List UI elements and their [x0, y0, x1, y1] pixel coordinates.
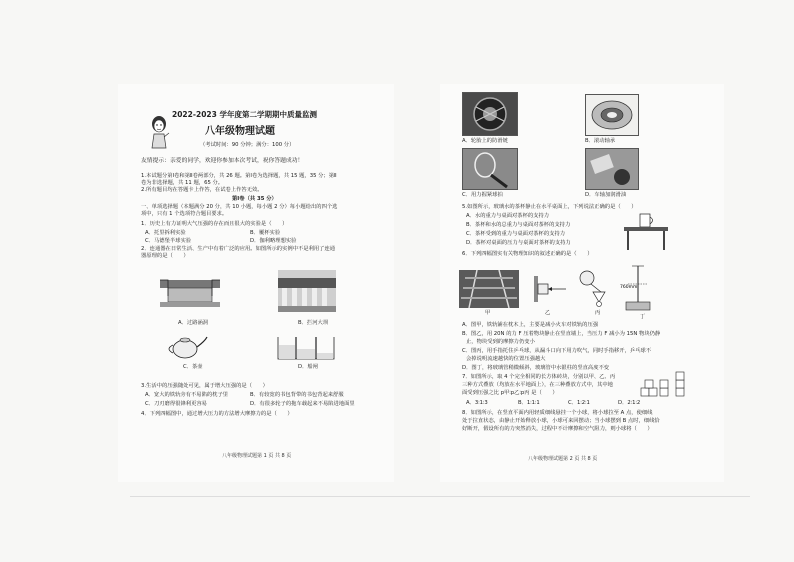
q7-option-b: B．1∶1∶1: [518, 400, 540, 406]
svg-text:760mm: 760mm: [620, 285, 638, 290]
barometer-figure: [618, 262, 668, 314]
q7-option-d: D．2∶1∶2: [618, 400, 641, 406]
exam-title: 八年级物理试题: [205, 126, 275, 137]
q1-option-b: B．覆杯实验: [250, 230, 281, 236]
note-line-3: 2.所有题目均在答题卡上作答，在试卷上作答无效。: [141, 187, 263, 193]
q6-option-a: A．图甲，铁轨铺在枕木上，主要是减小火车对铁轨的压强: [462, 322, 599, 328]
tire-chain-photo: [462, 92, 518, 136]
question-1: 1．历史上有力证明大气压强的存在而且很大的实验是（ ）: [141, 221, 288, 227]
lubricant-photo: [585, 148, 639, 190]
racket-photo: [462, 148, 518, 190]
q1-option-a: A．托里拆利实验: [145, 230, 186, 236]
question-5: 5.如图所示，玻璃水的茶杯静止在水平桌面上，下列说法正确的是（ ）: [462, 204, 637, 210]
q4-option-d: D．车轴加润滑油: [585, 192, 627, 198]
note-line-1: 1.本试题分第Ⅰ卷和第Ⅱ卷两部分，共 26 题。第Ⅰ卷为选择题，共 15 题，35 分；第Ⅱ: [141, 173, 337, 179]
question-7: 7．如图所示，取 4 个完全相同的长方体砖块，分别以甲、乙、丙: [462, 374, 616, 380]
label-jia: 甲: [485, 310, 491, 316]
teacher-cartoon: [148, 115, 170, 149]
q6-option-b-line2: 止，物块受到的摩擦力仍变小: [466, 339, 535, 345]
q3-option-d: D．有很多轮子的拖车载起来不易陷进地面里: [250, 401, 355, 407]
q4-option-c: C．用力握紧球拍: [462, 192, 503, 198]
q5-option-a: A．水的重力与桌面对茶杯的支持力: [466, 213, 550, 219]
question-8: 8．如图所示，在竖直平面内用轻质细线悬挂一个小球，将小球拉至 A 点，使细线: [462, 410, 653, 416]
note-line-2: 卷为非选择题，共 11 题，65 分。: [141, 180, 224, 186]
q4-option-a: A．轮胎上的防滑链: [462, 138, 508, 144]
culvert-figure: [160, 270, 220, 308]
footer-left: 八年级物理试题第 1 页 共 8 页: [222, 453, 292, 459]
question-2-cont: 器原理的是（ ）: [141, 253, 189, 259]
exam-meta: （考试时间：90 分钟；满分：100 分）: [200, 142, 295, 148]
question-6: 6．下列四幅图实有关物理知识的叙述正确的是（ ）: [462, 251, 593, 257]
bearing-photo: [585, 94, 639, 136]
q7-option-c: C．1∶2∶1: [568, 400, 590, 406]
wall-block-figure: [532, 274, 572, 304]
q6-option-d: D．图丁，将玻璃管稍微倾斜，玻璃管中水银柱的竖直高度不变: [462, 365, 610, 371]
q1-option-d: D．伽利略理想实验: [250, 238, 297, 244]
question-7-cont-1: 三种方式叠放（均放在水平地面上），在三种叠放方式中，其中地: [462, 382, 613, 388]
part1-line-1: 一、单项选择题（本题满分 20 分，共 10 小题，每小题 2 分）每小题给出的四个选: [141, 204, 338, 210]
q7-option-a: A．3∶1∶3: [466, 400, 488, 406]
scan-fold-line: [130, 496, 750, 497]
teapot-figure: [165, 333, 209, 359]
q3-option-b: B．有较宽的书包背带的书包背起来舒服: [250, 392, 344, 398]
question-3: 3.生活中的压强随处可见，属于增大压强的是（ ）: [141, 383, 268, 389]
question-8-cont-1: 处于拉直状态，由静止开始释放小球，小球可来回摆动；当小球摆到 B 点时，细线恰: [462, 418, 660, 424]
q2-option-d: D．船闸: [298, 364, 318, 370]
funnel-ball-figure: [575, 268, 615, 308]
q6-option-c-line1: C．图丙，用手指托住乒乓球，从漏斗口向下用力吹气，同时手指移开，乒乓球不: [462, 348, 652, 354]
question-2: 2．连通器在日常生活、生产中有着广泛的应用。如图所示的实例中不是利用了连通: [141, 246, 336, 252]
q6-option-b-line1: B．图乙，用 20N 的力 F 压着物块静止在竖直墙上，当压力 F 减小为 15N 物块仍静: [462, 331, 661, 337]
q3-option-c: C．刀刃磨得很锋利更容易: [145, 401, 207, 407]
section-title: 第Ⅰ卷（共 35 分）: [232, 196, 277, 202]
q5-option-c: C．茶杯受到的重力与桌面对茶杯的支持力: [466, 231, 566, 237]
exam-header: 2022-2023 学年度第二学期期中质量监测: [172, 110, 317, 119]
q2-option-c: C．茶壶: [183, 364, 203, 370]
rail-figure: [459, 270, 519, 308]
question-8-cont-2: 好断开，假设所有的力突然消失，过程中不计摩擦和空气阻力，则小球将（ ）: [462, 426, 653, 432]
q2-option-b: B．拦河大坝: [298, 320, 329, 326]
bricks-figure: [640, 371, 690, 397]
label-yi: 乙: [545, 310, 551, 316]
question-4: 4．下列四幅图中，通过增大压力的方法增大摩擦力的是（ ）: [141, 411, 293, 417]
label-bing: 丙: [595, 310, 601, 316]
label-ding: 丁: [640, 314, 646, 320]
ship-lock-figure: [276, 333, 336, 363]
dam-figure: [278, 270, 336, 312]
question-7-cont-2: 面受到压强之比 p甲∶p乙∶p丙 是（ ）: [462, 390, 558, 396]
part1-line-2: 项中，只有 1 个选项符合题目要求。: [141, 211, 228, 217]
q5-option-b: B．茶杯和水的总重力与桌面对茶杯的支持力: [466, 222, 571, 228]
q5-option-d: D．茶杯对桌面的压力与桌面对茶杯的支持力: [466, 240, 571, 246]
q4-option-b: B．滚动轴承: [585, 138, 616, 144]
friendly-tip: 友情提示：亲爱的同学，欢迎你参加本次考试，祝你答题成功！: [141, 158, 304, 164]
q6-option-c-line2: 会掉说明流速越快的位置压强越大: [466, 356, 546, 362]
q3-option-a: A．宽大的铁轨旁有不易陷的枕子里: [145, 392, 229, 398]
q2-option-a: A．过路涵洞: [178, 320, 209, 326]
footer-right: 八年级物理试题第 2 页 共 8 页: [528, 456, 598, 462]
cup-on-table-figure: [622, 212, 670, 252]
q1-option-c: C．马德堡半球实验: [145, 238, 192, 244]
